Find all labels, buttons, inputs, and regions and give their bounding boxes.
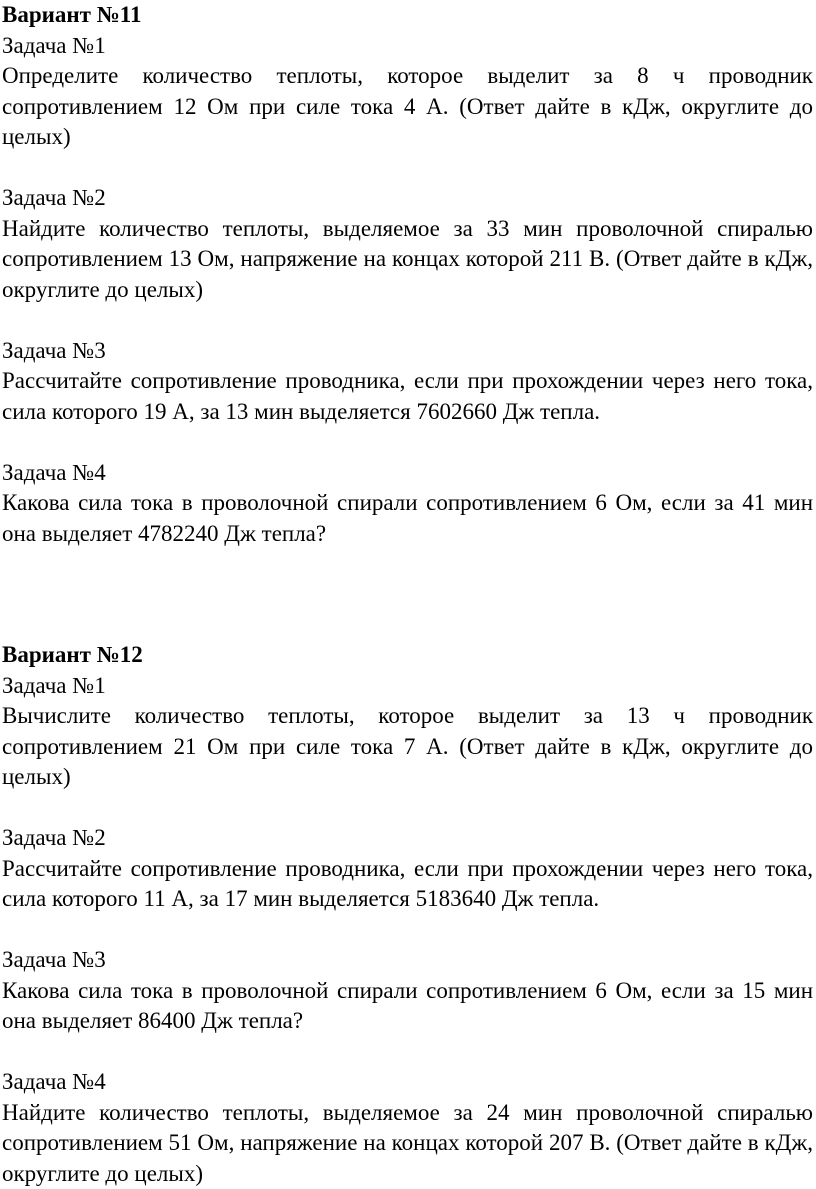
- task-text: Найдите количество теплоты, выделяемое за 33 мин проволочной спиралью сопротивлением 13 Ом, напряжение на концах которой 211 В. (Ответ дайте в кДж, округлите до целых): [2, 214, 813, 306]
- task-text: Рассчитайте сопротивление проводника, если при прохождении через него тока, сила которого 19 А, за 13 мин выделяется 7602660 Дж тепла.: [2, 366, 813, 427]
- task-heading: Задача №3: [2, 945, 813, 976]
- task-heading: Задача №2: [2, 823, 813, 854]
- variant-11: [2, 0, 813, 549]
- task-2: [2, 823, 813, 915]
- task-heading: Задача №4: [2, 458, 813, 489]
- task-3: [2, 945, 813, 1037]
- task-heading: Задача №4: [2, 1067, 813, 1098]
- task-heading: Задача №2: [2, 183, 813, 214]
- task-text: Определите количество теплоты, которое выделит за 8 ч проводник сопротивлением 12 Ом при силе тока 4 А. (Ответ дайте в кДж, округлите до целых): [2, 61, 813, 153]
- variant-title: Вариант №11: [2, 0, 813, 31]
- task-text: Рассчитайте сопротивление проводника, если при прохождении через него тока, сила которого 11 А, за 17 мин выделяется 5183640 Дж тепла.: [2, 854, 813, 915]
- task-4: [2, 1067, 813, 1189]
- task-2: [2, 183, 813, 305]
- variant-separator: [2, 549, 813, 640]
- task-text: Какова сила тока в проволочной спирали сопротивлением 6 Ом, если за 41 мин она выделяет 4782240 Дж тепла?: [2, 488, 813, 549]
- task-heading: Задача №1: [2, 31, 813, 62]
- task-text: Найдите количество теплоты, выделяемое за 24 мин проволочной спиралью сопротивлением 51 Ом, напряжение на концах которой 207 В. (Ответ дайте в кДж, округлите до целых): [2, 1098, 813, 1189]
- task-text: Вычислите количество теплоты, которое выделит за 13 ч проводник сопротивлением 21 Ом при силе тока 7 А. (Ответ дайте в кДж, округлите до целых): [2, 701, 813, 793]
- variant-12: [2, 640, 813, 1189]
- task-1: [2, 671, 813, 793]
- task-3: [2, 336, 813, 428]
- task-4: [2, 458, 813, 550]
- task-heading: Задача №1: [2, 671, 813, 702]
- task-text: Какова сила тока в проволочной спирали сопротивлением 6 Ом, если за 15 мин она выделяет 86400 Дж тепла?: [2, 976, 813, 1037]
- variant-title: Вариант №12: [2, 640, 813, 671]
- task-heading: Задача №3: [2, 336, 813, 367]
- task-1: [2, 31, 813, 153]
